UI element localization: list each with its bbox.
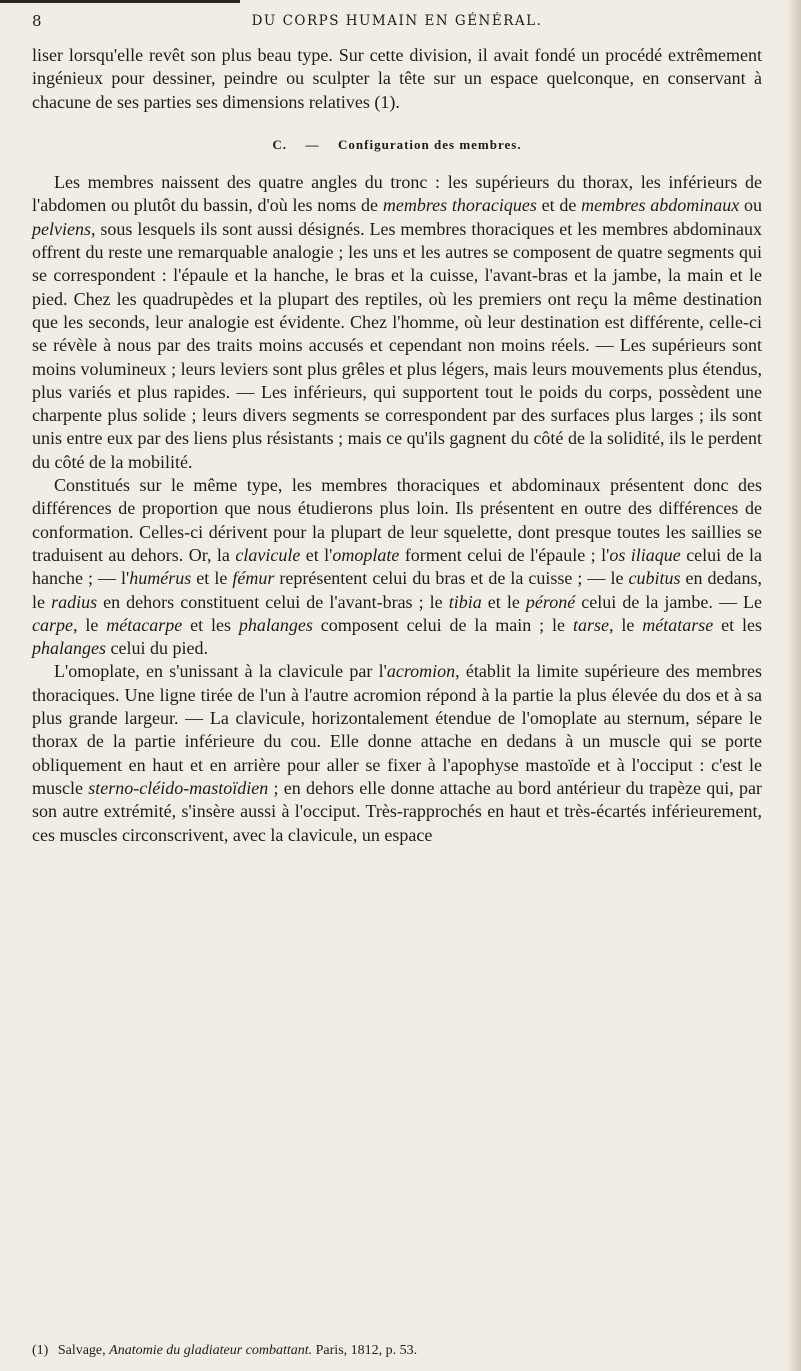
italic-term: sterno-cléido-mastoïdien <box>88 777 269 798</box>
italic-term: pelviens <box>32 218 91 239</box>
italic-term: clavicule <box>235 544 301 565</box>
text-run: et les <box>713 614 762 635</box>
text-run: composent celui de la main ; le <box>312 614 573 635</box>
text-run: en dehors constituent celui de l'avant-bras ; le <box>97 591 449 612</box>
italic-term: os iliaque <box>609 544 681 565</box>
section-heading <box>32 133 762 156</box>
page-number: 8 <box>32 12 42 30</box>
text-run: en dedans, le <box>32 568 762 612</box>
italic-term: acromion <box>386 661 456 682</box>
footnote-rest: Paris, 1812, p. 53. <box>315 1343 418 1358</box>
text-run: celui du pied. <box>106 638 208 659</box>
paragraph <box>32 44 762 114</box>
italic-term: métacarpe <box>106 614 183 635</box>
italic-term: tarse <box>572 614 609 635</box>
text-run: et de <box>536 195 582 216</box>
text-run: liser lorsqu'elle revêt son plus beau type. Sur cette division, il avait fondé un procédé extrêmement ingénieux pour dessiner, peindre ou sculpter la tête sur un espace quelconque, en conservant à chacune de ses parties ses dimensions relatives (1). <box>32 45 762 112</box>
text-run: , le <box>72 614 107 635</box>
footnote-mark: (1) <box>32 1343 49 1358</box>
text-run: et les <box>182 614 239 635</box>
section-dash: — <box>305 136 320 152</box>
running-head <box>32 12 762 34</box>
section-letter: C. <box>272 136 288 152</box>
text-run: , sous lesquels ils sont aussi désignés. Les membres thoraciques et les membres abdominaux offrent du reste une remarquable analogie ; les uns et les autres se composent de quatre segments qui se correspondent : l'épaule et la hanche, le bras et la cuisse, l'avant-bras et la jambe, la main et le pied. Chez les quadrupèdes et la plupart des reptiles, où les premiers ont reçu la même destination que les seconds, leur analogie est évidente. Chez l'homme, où leur destination est différente, celle-ci se révèle à nous par des traits moins accusés et cependant non moins réels. — Les supérieurs sont moins volumineux ; leurs leviers sont plus grêles et plus légers, mais leurs mouvements plus étendus, plus variés et plus rapides. — Les inférieurs, qui supportent tout le poids du corps, possèdent une charpente plus solide ; leurs divers segments se correspondent par des surfaces plus larges ; ils sont unis entre eux par des liens plus résistants ; mais ce qu'ils gagnent du côté de la solidité, ils le perdent du côté de la mobilité. <box>32 218 762 472</box>
italic-term: cubitus <box>628 568 681 589</box>
italic-term: membres abdominaux <box>581 195 740 216</box>
text-run: ou <box>739 195 763 216</box>
italic-term: membres thoraciques <box>382 195 537 216</box>
footnote <box>32 1342 762 1360</box>
text-run: ; en dehors elle donne attache au bord antérieur du trapèze qui, par son autre extrémité, s'insère aussi à l'occiput. Très-rapprochés en haut et très-écartés inférieurement, ces muscles circonscrivent, avec la clavicule, un espace <box>32 777 762 845</box>
footnote-author: Salvage, <box>57 1343 106 1358</box>
italic-term: fémur <box>232 568 275 589</box>
paragraph <box>32 171 762 474</box>
text-run: Les membres naissent des quatre angles du tronc : les supérieurs du thorax, les inférieurs de l'abdomen ou plutôt du bassin, d'où les noms de <box>32 172 762 216</box>
paragraph <box>32 474 762 660</box>
text-run: et l' <box>300 544 333 565</box>
running-title: DU CORPS HUMAIN EN GÉNÉRAL. <box>251 13 543 29</box>
italic-term: péroné <box>525 591 576 612</box>
italic-term: phalanges <box>32 638 106 659</box>
body-text <box>32 44 762 847</box>
paragraph <box>32 660 762 846</box>
text-run: celui de la jambe. — Le <box>575 591 762 612</box>
top-rule <box>0 0 240 3</box>
text-run: Constitués sur le même type, les membres thoraciques et abdominaux présentent donc des différences de proportion que nous étudierons plus loin. Ils présentent en outre des différences de conformation. Celles-ci dérivent pour la plupart de leur squelette, dont presque toutes les saillies se traduisent au dehors. Or, la <box>32 475 762 565</box>
text-run: L'omoplate, en s'unissant à la clavicule par l' <box>54 661 387 682</box>
text-run: et le <box>191 568 233 589</box>
section-title: Configuration des membres. <box>338 136 522 152</box>
text-run: représentent celui du bras et de la cuisse ; — le <box>274 568 629 589</box>
italic-term: tibia <box>448 591 482 612</box>
italic-term: carpe <box>32 614 73 635</box>
page-edge-shadow <box>787 0 801 1371</box>
text-run: , le <box>608 614 643 635</box>
text-run: forment celui de l'épaule ; l' <box>399 544 610 565</box>
italic-term: omoplate <box>332 544 400 565</box>
italic-term: phalanges <box>238 614 313 635</box>
italic-term: humérus <box>129 568 192 589</box>
italic-term: radius <box>51 591 98 612</box>
footnote-title: Anatomie du gladiateur combattant. <box>109 1343 313 1358</box>
text-run: , établit la limite supérieure des membres thoraciques. Une ligne tirée de l'un à l'autre acromion répond à la partie la plus élevée du dos et à sa plus grande largeur. — La clavicule, horizontalement étendue de l'omoplate au sternum, sépare le thorax de la partie inférieure du cou. Elle donne attache en dedans à un muscle qui se porte obliquement en haut et en arrière pour aller se fixer à l'apophyse mastoïde et à l'occiput : c'est le muscle <box>32 661 763 798</box>
italic-term: métatarse <box>642 614 714 635</box>
text-run: et le <box>481 591 526 612</box>
text-run: celui de la hanche ; — l' <box>32 544 762 589</box>
